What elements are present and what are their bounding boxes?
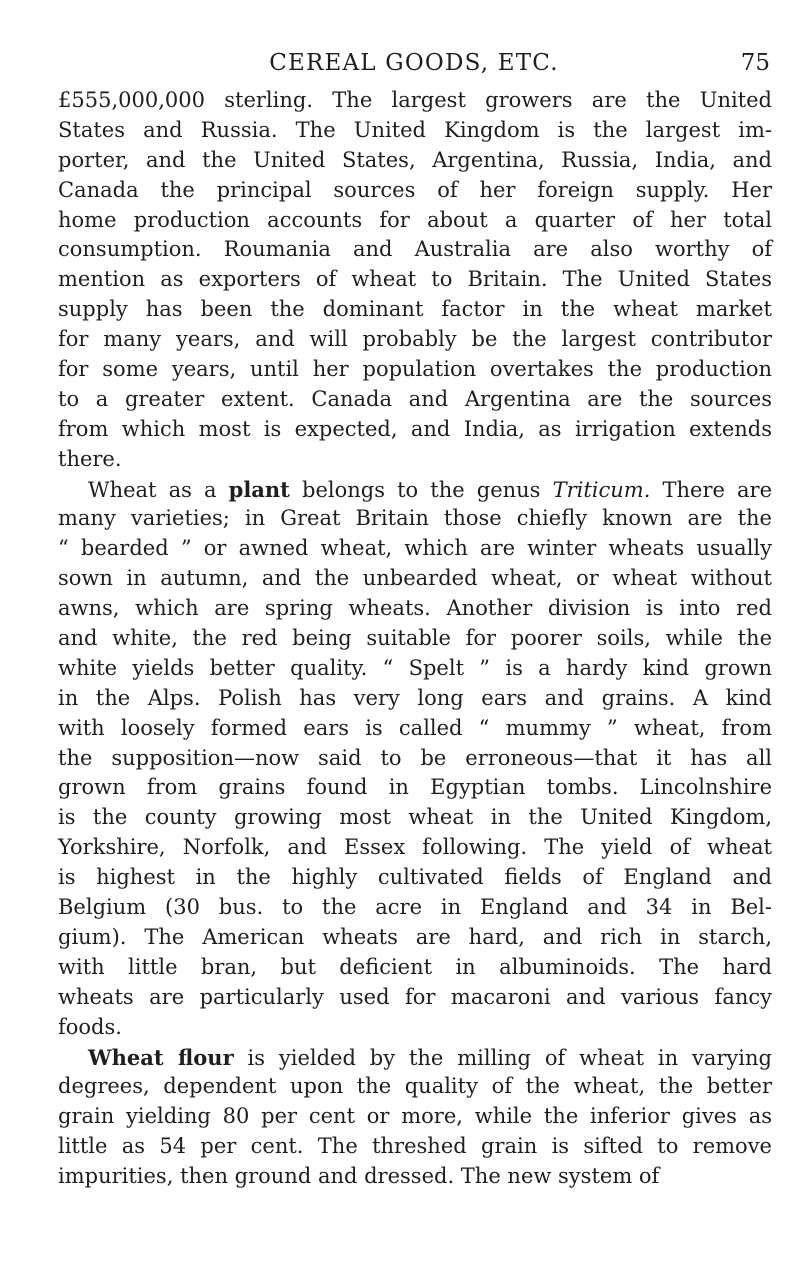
text-line <box>58 235 772 265</box>
bold-term: Wheat flour <box>88 1044 234 1070</box>
text-line <box>58 415 772 445</box>
text-line <box>58 206 772 236</box>
text-line <box>58 385 772 415</box>
text-segment: is the county growing most wheat in the United Kingdom, <box>58 805 772 830</box>
text-line <box>58 983 772 1013</box>
text-segment: is highest in the highly cultivated fields of England and <box>58 865 772 890</box>
text-segment: in the Alps. Polish has very long ears and grains. A kind <box>58 685 772 710</box>
text-line <box>58 923 772 953</box>
italic-term: Triticum. <box>552 477 651 502</box>
text-line <box>58 1043 772 1073</box>
text-segment: degrees, dependent upon the quality of the wheat, the better <box>58 1074 772 1099</box>
text-line <box>58 176 772 206</box>
page-number: 75 <box>740 50 770 76</box>
text-line <box>58 475 772 505</box>
text-segment: Canada the principal sources of her foreign supply. Her <box>58 177 772 202</box>
text-line <box>58 833 772 863</box>
text-segment: grain yielding 80 per cent or more, while the inferior gives as <box>58 1104 772 1129</box>
text-line <box>58 1132 772 1162</box>
text-segment: Belgium (30 bus. to the acre in England and 34 in Bel- <box>58 895 772 920</box>
text-line <box>58 654 772 684</box>
text-line <box>58 953 772 983</box>
paragraph <box>58 1043 772 1192</box>
text-segment: grown from grains found in Egyptian tombs. Lincolnshire <box>58 775 772 800</box>
text-segment: States and Russia. The United Kingdom is the largest im- <box>58 117 772 142</box>
text-segment: Yorkshire, Norfolk, and Essex following. The yield of wheat <box>58 835 772 860</box>
text-line <box>58 504 772 534</box>
paragraph <box>58 475 772 1043</box>
body-text <box>58 86 772 1192</box>
text-line <box>58 146 772 176</box>
text-line <box>58 295 772 325</box>
paragraph <box>58 86 772 475</box>
text-segment: and white, the red being suitable for poorer soils, while the <box>58 626 772 651</box>
text-segment: “ bearded ” or awned wheat, which are winter wheats usually <box>58 536 772 561</box>
text-segment: mention as exporters of wheat to Britain. The United States <box>58 267 772 292</box>
text-line <box>58 1102 772 1132</box>
text-line <box>58 714 772 744</box>
text-line <box>58 803 772 833</box>
text-line <box>58 534 772 564</box>
text-line <box>58 1072 772 1102</box>
text-segment: many varieties; in Great Britain those chiefly known are the <box>58 506 772 531</box>
text-segment: gium). The American wheats are hard, and rich in starch, <box>58 924 772 949</box>
text-segment: foods. <box>58 1014 122 1039</box>
text-line <box>58 684 772 714</box>
text-segment: £555,000,000 sterling. The largest growers are the United <box>58 88 772 112</box>
bold-term: plant <box>228 476 290 502</box>
text-line <box>58 744 772 774</box>
text-segment: home production accounts for about a quarter of her total <box>58 207 772 232</box>
text-segment: the supposition—now said to be erroneous—that it has all <box>58 745 772 770</box>
text-segment: consumption. Roumania and Australia are also worthy of <box>58 237 772 262</box>
text-line <box>58 1162 772 1192</box>
text-segment: for many years, and will probably be the largest contributor <box>58 327 772 352</box>
text-segment: sown in autumn, and the unbearded wheat, or wheat without <box>58 566 772 591</box>
running-head <box>58 46 770 80</box>
text-segment: little as 54 per cent. The threshed grain is sifted to remove <box>58 1134 772 1159</box>
text-line <box>58 116 772 146</box>
text-line <box>58 624 772 654</box>
text-line <box>58 86 772 116</box>
text-segment: impurities, then ground and dressed. The new system of <box>58 1164 660 1189</box>
text-segment: is yielded by the milling of wheat in varying <box>233 1045 772 1070</box>
text-segment: there. <box>58 446 122 471</box>
text-line <box>58 445 772 475</box>
text-line <box>58 893 772 923</box>
text-segment: wheats are particularly used for macaroni and various fancy <box>58 984 772 1009</box>
text-line <box>58 1013 772 1043</box>
text-line <box>58 564 772 594</box>
text-segment: belongs to the genus <box>289 477 553 502</box>
text-line <box>58 265 772 295</box>
text-segment: Wheat as a <box>88 477 229 502</box>
text-segment: supply has been the dominant factor in the wheat market <box>58 297 772 322</box>
text-segment: from which most is expected, and India, as irrigation extends <box>58 416 772 441</box>
text-segment: with loosely formed ears is called “ mummy ” wheat, from <box>58 715 772 740</box>
text-segment: awns, which are spring wheats. Another division is into red <box>58 596 772 621</box>
text-line <box>58 325 772 355</box>
text-line <box>58 773 772 803</box>
text-segment: to a greater extent. Canada and Argentina are the sources <box>58 386 772 411</box>
text-line <box>58 863 772 893</box>
running-title: CEREAL GOODS, ETC. <box>269 50 559 76</box>
text-line <box>58 594 772 624</box>
text-segment: porter, and the United States, Argentina, Russia, India, and <box>58 147 772 172</box>
text-segment: with little bran, but deficient in albuminoids. The hard <box>58 954 772 979</box>
text-line <box>58 355 772 385</box>
text-segment: There are <box>650 477 773 502</box>
text-segment: for some years, until her population overtakes the production <box>58 357 772 382</box>
text-segment: white yields better quality. “ Spelt ” is a hardy kind grown <box>58 655 772 680</box>
